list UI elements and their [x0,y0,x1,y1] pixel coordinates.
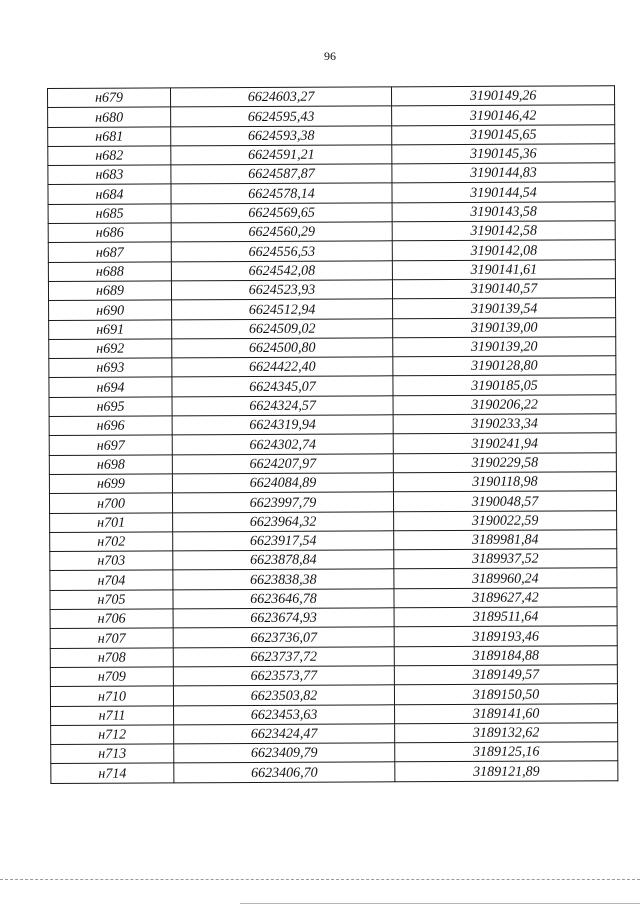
scan-artifact-line [0,879,640,880]
y-coordinate-cell: 3189149,57 [394,665,617,685]
point-id-cell: н691 [49,319,172,339]
y-coordinate-cell: 3189184,88 [394,645,617,665]
x-coordinate-cell: 6624591,21 [171,145,392,165]
table-row [50,607,617,629]
x-coordinate-cell: 6623503,82 [173,685,394,705]
page-number: 96 [324,49,336,63]
table-row [51,761,618,783]
point-id-cell: н711 [51,705,174,725]
x-coordinate-cell: 6623997,79 [172,492,393,512]
table-row [48,240,615,262]
y-coordinate-cell: 3190206,22 [393,394,616,414]
table-row [50,665,617,687]
table-row [50,530,617,552]
point-id-cell: н710 [50,686,173,706]
x-coordinate-cell: 6624319,94 [172,415,393,435]
point-id-cell: н689 [48,281,171,301]
point-id-cell: н714 [51,763,174,783]
table-row [49,337,616,359]
table-row [49,298,616,320]
x-coordinate-cell: 6624593,38 [171,125,392,145]
table-row [48,124,615,146]
y-coordinate-cell: 3189937,52 [394,549,617,569]
table-row [49,491,616,513]
x-coordinate-cell: 6623573,77 [173,666,394,686]
table-row [50,568,617,590]
table-row [50,549,617,571]
x-coordinate-cell: 6624523,93 [171,280,392,300]
y-coordinate-cell: 3190140,57 [392,279,615,299]
x-coordinate-cell: 6623674,93 [173,608,394,628]
point-id-cell: н682 [48,146,171,166]
table-row [48,259,615,281]
table-row [49,414,616,436]
x-coordinate-cell: 6624603,27 [171,87,392,107]
point-id-cell: н705 [50,590,173,610]
y-coordinate-cell: 3190141,61 [392,259,615,279]
point-id-cell: н688 [48,262,171,282]
point-id-cell: н683 [48,165,171,185]
y-coordinate-cell: 3190143,58 [392,202,615,222]
y-coordinate-cell: 3189511,64 [394,607,617,627]
table-row [49,317,616,339]
x-coordinate-cell: 6623917,54 [173,531,394,551]
point-id-cell: н685 [48,204,171,224]
y-coordinate-cell: 3190142,08 [392,240,615,260]
point-id-cell: н680 [48,107,171,127]
point-id-cell: н702 [50,532,173,552]
table-row [49,375,616,397]
y-coordinate-cell: 3190145,65 [392,124,615,144]
point-id-cell: н704 [50,570,173,590]
x-coordinate-cell: 6624569,65 [171,203,392,223]
y-coordinate-cell: 3189132,62 [395,723,618,743]
point-id-cell: н709 [50,667,173,687]
x-coordinate-cell: 6624512,94 [172,299,393,319]
point-id-cell: н686 [48,223,171,243]
y-coordinate-cell: 3190048,57 [393,491,616,511]
point-id-cell: н693 [49,358,172,378]
x-coordinate-cell: 6624207,97 [172,453,393,473]
table-row [49,394,616,416]
point-id-cell: н699 [49,474,172,494]
y-coordinate-cell: 3189141,60 [395,703,618,723]
table-row [49,356,616,378]
y-coordinate-cell: 3190144,83 [392,163,615,183]
x-coordinate-cell: 6623737,72 [173,646,394,666]
point-id-cell: н687 [48,242,171,262]
point-id-cell: н712 [51,725,174,745]
table-row [48,279,615,301]
table-row [50,684,617,706]
y-coordinate-cell: 3190128,80 [393,356,616,376]
y-coordinate-cell: 3189960,24 [394,568,617,588]
x-coordinate-cell: 6624500,80 [172,338,393,358]
y-coordinate-cell: 3190139,00 [393,317,616,337]
point-id-cell: н706 [50,609,173,629]
table-row [51,703,618,725]
x-coordinate-cell: 6624509,02 [172,318,393,338]
table-row [48,105,615,127]
x-coordinate-cell: 6623406,70 [174,762,395,782]
table-row [50,645,617,667]
y-coordinate-cell: 3190022,59 [394,510,617,530]
y-coordinate-cell: 3190233,34 [393,414,616,434]
x-coordinate-cell: 6623736,07 [173,627,394,647]
table-row [50,510,617,532]
table-row [48,144,615,166]
point-id-cell: н697 [49,435,172,455]
point-id-cell: н707 [50,628,173,648]
x-coordinate-cell: 6623409,79 [174,743,395,763]
table-row [51,723,618,745]
y-coordinate-cell: 3189627,42 [394,587,617,607]
point-id-cell: н713 [51,744,174,764]
point-id-cell: н698 [49,455,172,475]
point-id-cell: н695 [49,397,172,417]
x-coordinate-cell: 6623646,78 [173,589,394,609]
point-id-cell: н701 [50,512,173,532]
table-row [50,626,617,648]
y-coordinate-cell: 3190241,94 [393,433,616,453]
table-row [49,433,616,455]
x-coordinate-cell: 6624560,29 [171,222,392,242]
x-coordinate-cell: 6623964,32 [173,511,394,531]
point-id-cell: н692 [49,339,172,359]
table-row [50,587,617,609]
y-coordinate-cell: 3190229,58 [393,452,616,472]
point-id-cell: н694 [49,377,172,397]
point-id-cell: н696 [49,416,172,436]
y-coordinate-cell: 3190142,58 [392,221,615,241]
y-coordinate-cell: 3189121,89 [395,761,618,781]
coordinates-table [47,85,618,783]
x-coordinate-cell: 6623424,47 [174,724,395,744]
x-coordinate-cell: 6623453,63 [174,704,395,724]
x-coordinate-cell: 6624084,89 [172,473,393,493]
y-coordinate-cell: 3189125,16 [395,742,618,762]
x-coordinate-cell: 6624422,40 [172,357,393,377]
point-id-cell: н684 [48,184,171,204]
point-id-cell: н708 [50,647,173,667]
point-id-cell: н700 [49,493,172,513]
y-coordinate-cell: 3190144,54 [392,182,615,202]
x-coordinate-cell: 6624587,87 [171,164,392,184]
x-coordinate-cell: 6624578,14 [171,183,392,203]
x-coordinate-cell: 6624302,74 [172,434,393,454]
point-id-cell: н681 [48,126,171,146]
point-id-cell: н703 [50,551,173,571]
y-coordinate-cell: 3190139,20 [393,337,616,357]
table-row [48,221,615,243]
x-coordinate-cell: 6624324,57 [172,396,393,416]
table-row [48,86,615,108]
table-row [51,742,618,764]
y-coordinate-cell: 3189150,50 [394,684,617,704]
table-row [49,452,616,474]
x-coordinate-cell: 6623838,38 [173,569,394,589]
x-coordinate-cell: 6624595,43 [171,106,392,126]
x-coordinate-cell: 6624556,53 [171,241,392,261]
table-row [48,202,615,224]
point-id-cell: н679 [48,88,171,108]
table-row [49,472,616,494]
x-coordinate-cell: 6624542,08 [171,260,392,280]
y-coordinate-cell: 3190185,05 [393,375,616,395]
table-row [48,163,615,185]
x-coordinate-cell: 6623878,84 [173,550,394,570]
x-coordinate-cell: 6624345,07 [172,376,393,396]
y-coordinate-cell: 3190139,54 [393,298,616,318]
y-coordinate-cell: 3190149,26 [391,86,614,106]
y-coordinate-cell: 3189981,84 [394,530,617,550]
point-id-cell: н690 [49,300,172,320]
coordinates-table-body [48,86,618,783]
y-coordinate-cell: 3190118,98 [393,472,616,492]
y-coordinate-cell: 3190145,36 [392,144,615,164]
table-row [48,182,615,204]
y-coordinate-cell: 3189193,46 [394,626,617,646]
y-coordinate-cell: 3190146,42 [392,105,615,125]
scan-artifact-line-bottom [240,903,640,904]
